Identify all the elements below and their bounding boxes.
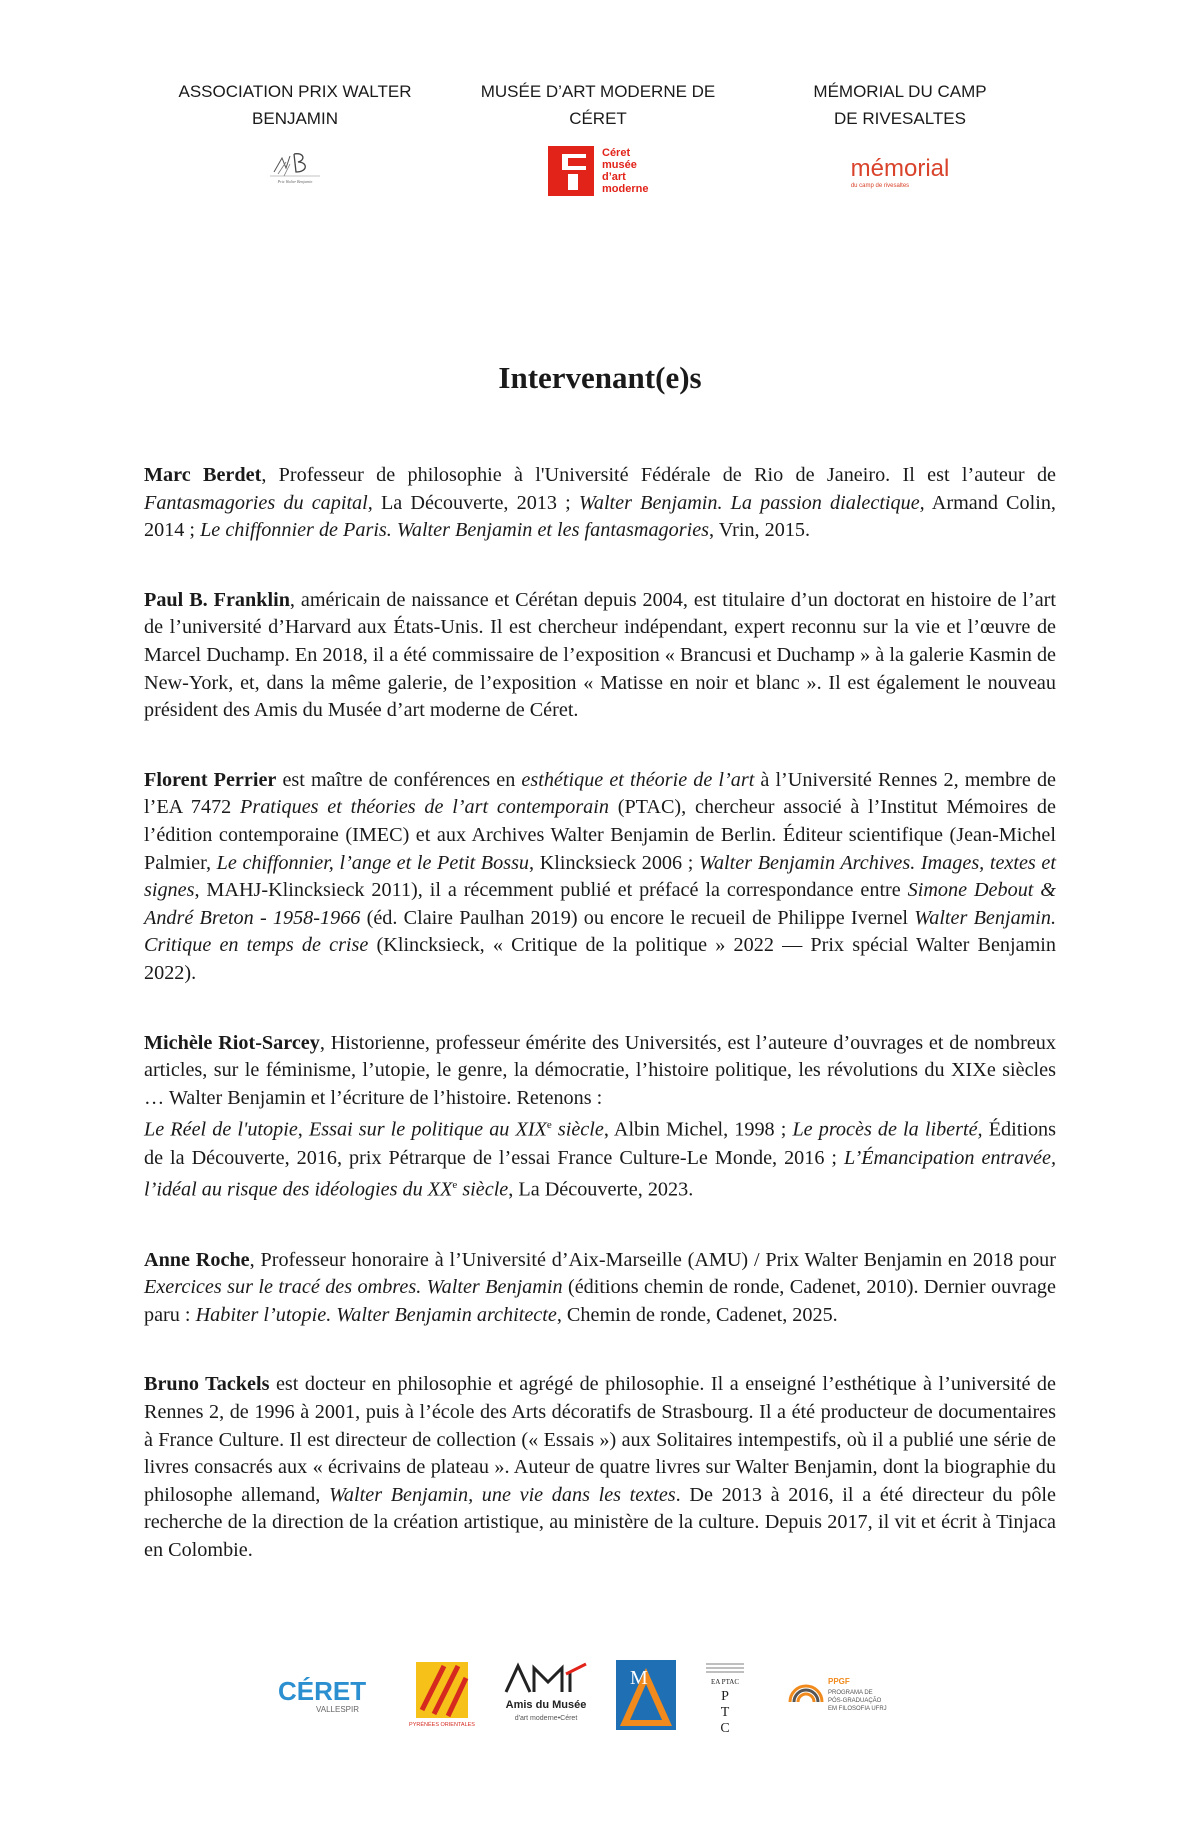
bio-paul-franklin: Paul B. Franklin, américain de naissance et Cérétan depuis 2004, est titulaire d’un doctorat en histoire de l’art de l’université d’Harvard aux États-Unis. Il est chercheur indépendant, expert reconnu sur la vie et l’œuvre de Marcel Duchamp. En 2018, il a été commissaire de l’exposition « Brancusi et Duchamp » à la galerie Kasmin de New-York, et, dans la même galerie, de l’exposition « Matisse en noir et blanc ». Il est également le nouveau président des Amis du Musée d’art moderne de Céret. [144, 588, 1056, 722]
ceret-vallespir-word: CÉRET [278, 1676, 367, 1706]
pyrenees-word: PYRÉNÉES ORIENTALES [409, 1722, 475, 1728]
ppgf-sub-3: EM FILOSOFIA UFRJ [828, 1706, 887, 1712]
prix-walter-benjamin-logo [260, 146, 330, 186]
amis-sub: d'art moderne•Céret [514, 1715, 578, 1722]
org-name-line1: ASSOCIATION PRIX WALTER [178, 82, 412, 101]
memorial-logo [835, 148, 965, 192]
page-title: Intervenant(e)s [498, 360, 702, 395]
speaker-name: Bruno Tackels [144, 1373, 270, 1396]
ppgf-word: PPGF [828, 1677, 850, 1686]
amis-du-musee-logo [500, 1660, 592, 1732]
speaker-name: Michèle Riot-Sarcey [144, 1031, 320, 1054]
org-name-line1: MUSÉE D’ART MODERNE DE [480, 82, 716, 101]
ceret-logo-text-4: moderne [602, 183, 649, 195]
ceret-vallespir-sub: VALLESPIR [316, 1705, 359, 1714]
ptac-word: EA PTAC [710, 1678, 740, 1686]
bio-michele-riot-sarcey: Michèle Riot-Sarcey, Historienne, professeur émérite des Universités, est l’auteure d’ouvrages et de nombreux articles, sur le féminisme, l’utopie, le genre, la démocratie, l’histoire politique, les révolutions du XIXe siècles … Walter Benjamin et l’écriture de l’histoire. Retenons : Le Réel de l'utopie, Essai sur le politique au XIXe siècle, Albin Michel, 1998 ; Le procès de la liberté, Éditions de la Découverte, 2016, prix Pétrarque de l’essai France Culture-Le Monde, 2016 ; L’Émancipation entravée, l’idéal au risque des idéologies du XXe siècle, La Découverte, 2023. [144, 1031, 1057, 1201]
bio-florent-perrier: Florent Perrier est maître de conférences en esthétique et théorie de l’art à l’Université Rennes 2, membre de l’EA 7472 Pratiques et théories de l’art contemporain (PTAC), chercheur associé à l’Institut Mémoires de l’édition contemporaine (IMEC) et aux Archives Walter Benjamin de Berlin. Éditeur scientifique (Jean-Michel Palmier, Le chiffonnier, l’ange et le Petit Bossu, Klincksieck 2006 ; Walter Benjamin Archives. Images, textes et signes, MAHJ-Klincksieck 2011), il a récemment publié et préfacé la correspondance entre Simone Debout & André Breton - 1958-1966 (éd. Claire Paulhan 2019) ou encore le recueil de Philippe Ivernel Walter Benjamin. Critique en temps de crise (Klincksieck, « Critique de la politique » 2022 — Prix spécial Walter Benjamin 2022). [144, 768, 1057, 984]
svg-text:P: P [721, 1689, 729, 1704]
memorial-logo-word: mémorial [850, 155, 950, 182]
bio-marc-berdet: Marc Berdet, Professeur de philosophie à l'Université Fédérale de Rio de Janeiro. Il est l’auteur de Fantasmagories du capital, La Découverte, 2013 ; Walter Benjamin. La passion dialectique, Armand Colin, 2014 ; Le chiffonnier de Paris. Walter Benjamin et les fantasmagories, Vrin, 2015. [144, 464, 1057, 542]
org-name-line2: CÉRET [569, 109, 627, 128]
ceret-musee-logo [538, 144, 658, 200]
pyrenees-orientales-logo [409, 1660, 475, 1732]
footer-logos [0, 1660, 1200, 1740]
ppgf-sub-2: PÓS-GRADUAÇÃO [828, 1698, 882, 1704]
org-prix-walter-benjamin [165, 78, 425, 186]
org-memorial-rivesaltes [770, 78, 1030, 192]
ptac-logo [700, 1660, 750, 1736]
mac-word: M [630, 1667, 648, 1689]
mac-logo [616, 1660, 676, 1730]
bio-bruno-tackels: Bruno Tackels est docteur en philosophie et agrégé de philosophie. Il a enseigné l’esthétique à l’université de Rennes 2, de 1996 à 2001, puis à l’école des Arts décoratifs de Strasbourg. Il a été producteur de documentaires à France Culture. Il est directeur de collection (« Essais ») aux Solitaires intempestifs, où il a publié une série de livres consacrés aux « écrivains de plateau ». Auteur de quatre livres sur Walter Benjamin, dont la biographie du philosophe allemand, Walter Benjamin, une vie dans les textes. De 2013 à 2016, il a été directeur du pôle recherche de la direction de la création artistique, au ministère de la culture. Depuis 2017, il vit et écrit à Tinjaca en Colombie. [144, 1373, 1057, 1561]
prix-logo-caption: Prix Walter Benjamin [277, 179, 313, 184]
amis-word: Amis du Musée [505, 1699, 587, 1711]
org-name-line2: BENJAMIN [252, 109, 338, 128]
svg-text:T: T [720, 1705, 730, 1720]
speaker-name: Marc Berdet [144, 464, 262, 486]
speaker-name: Florent Perrier [144, 768, 277, 791]
speakers-list [144, 462, 1056, 1606]
bio-anne-roche: Anne Roche, Professeur honoraire à l’Université d’Aix-Marseille (AMU) / Prix Walter Benjamin en 2018 pour Exercices sur le tracé des ombres. Walter Benjamin (éditions chemin de ronde, Cadenet, 2010). Dernier ouvrage paru : Habiter l’utopie. Walter Benjamin architecte, Chemin de ronde, Cadenet, 2025. [144, 1248, 1056, 1326]
speaker-name: Paul B. Franklin [144, 588, 290, 611]
header [0, 78, 1200, 208]
org-musee-ceret [468, 78, 728, 200]
ceret-logo-text-1: Céret [602, 147, 631, 159]
ceret-logo-text-2: musée [602, 159, 637, 171]
org-name-line1: MÉMORIAL DU CAMP [813, 82, 987, 101]
memorial-logo-sub: du camp de rivesaltes [850, 183, 910, 189]
ppgf-sub-1: PROGRAMA DE [828, 1690, 873, 1696]
ceret-vallespir-logo [276, 1674, 380, 1718]
speaker-name: Anne Roche [144, 1248, 250, 1271]
ceret-logo-text-3: d’art [602, 171, 626, 183]
org-name-line2: DE RIVESALTES [834, 109, 966, 128]
ppgf-logo [784, 1672, 894, 1722]
svg-text:C: C [720, 1721, 730, 1736]
